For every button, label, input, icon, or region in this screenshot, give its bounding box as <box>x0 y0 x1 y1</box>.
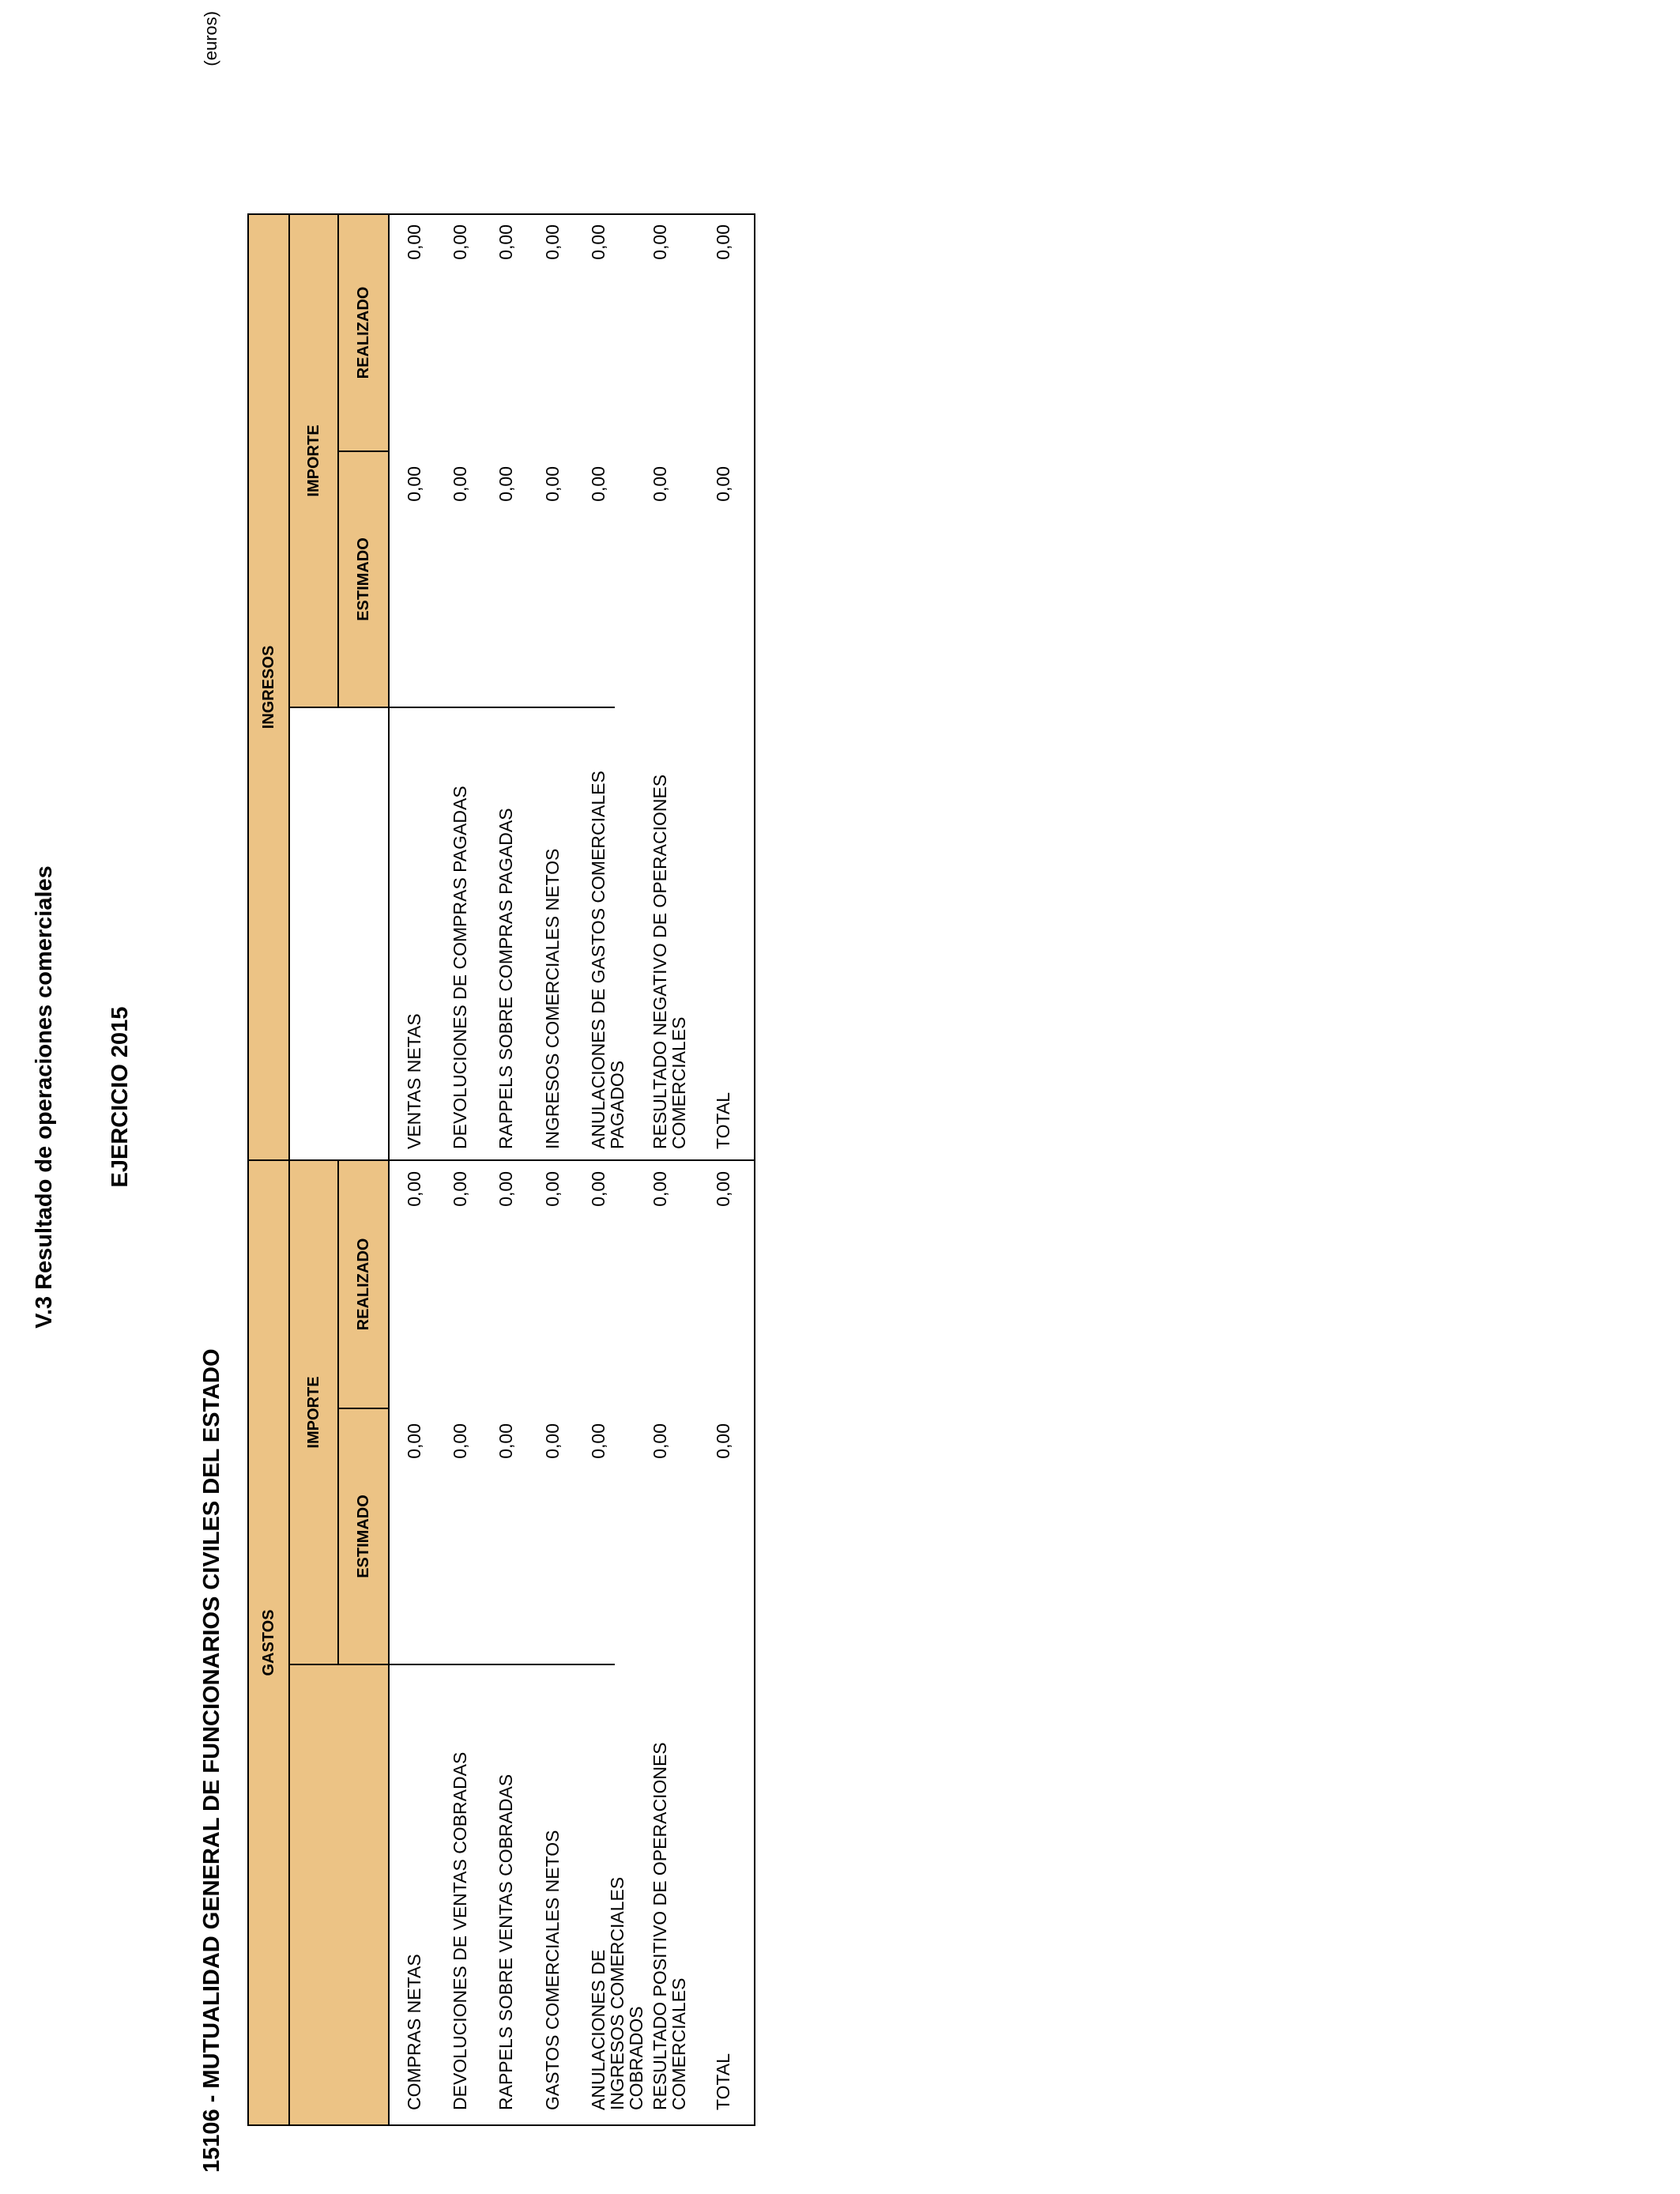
operations-table <box>247 213 755 2126</box>
gastos-row-label: TOTAL <box>713 2053 733 2110</box>
gastos-estimado-value: 0,00 <box>713 1423 733 1459</box>
ingresos-realizado-value: 0,00 <box>495 224 516 260</box>
entity-name: 15106 - MUTUALIDAD GENERAL DE FUNCIONARIOS CIVILES DEL ESTADO <box>199 1348 224 2173</box>
section-divider <box>388 1159 754 1161</box>
gastos-estimado-value: 0,00 <box>588 1423 608 1459</box>
ingresos-estimado-value: 0,00 <box>542 466 563 502</box>
gastos-estimado-value: 0,00 <box>450 1423 470 1459</box>
gastos-row-label: DEVOLUCIONES DE VENTAS COBRADAS <box>450 1751 470 2110</box>
ingresos-header: INGRESOS <box>249 215 290 1161</box>
gastos-estimado-value: 0,00 <box>542 1423 563 1459</box>
ingresos-estimado-value: 0,00 <box>495 466 516 502</box>
currency-unit: (euros) <box>201 11 220 66</box>
gastos-label-header-fill <box>290 1665 388 2124</box>
ingresos-row-label: RESULTADO NEGATIVO DE OPERACIONES COMERCIALES <box>650 774 689 1149</box>
gastos-realizado-value: 0,00 <box>542 1171 563 1207</box>
ingresos-realizado-value: 0,00 <box>450 224 470 260</box>
ingresos-realizado-value: 0,00 <box>713 224 733 260</box>
ingresos-row-label: TOTAL <box>713 1092 733 1149</box>
ingresos-realizado-value: 0,00 <box>650 224 670 260</box>
ingresos-row-label: INGRESOS COMERCIALES NETOS <box>542 848 563 1149</box>
gastos-realizado-value: 0,00 <box>713 1171 733 1207</box>
ingresos-realizado-value: 0,00 <box>588 224 608 260</box>
ingresos-row-label: VENTAS NETAS <box>404 1013 424 1149</box>
gastos-header: GASTOS <box>249 1161 290 2124</box>
ingresos-row-label: ANULACIONES DE GASTOS COMERCIALES PAGADOS <box>588 771 627 1149</box>
gastos-realizado-value: 0,00 <box>450 1171 470 1207</box>
ingresos-realizado-value: 0,00 <box>542 224 563 260</box>
header-divider <box>388 215 390 2124</box>
gastos-row-label: GASTOS COMERCIALES NETOS <box>542 1830 563 2110</box>
gastos-realizado-value: 0,00 <box>495 1171 516 1207</box>
report-title: V.3 Resultado de operaciones comerciales <box>32 865 57 1329</box>
gastos-row-label: COMPRAS NETAS <box>404 1954 424 2110</box>
gastos-estimado-header: ESTIMADO <box>339 1409 388 1665</box>
gastos-row-label: ANULACIONES DE INGRESOS COMERCIALES COBRADOS <box>588 1876 646 2110</box>
ingresos-estimado-header: ESTIMADO <box>339 452 388 708</box>
gastos-realizado-value: 0,00 <box>404 1171 424 1207</box>
gastos-row-label: RESULTADO POSITIVO DE OPERACIONES COMERCIALES <box>650 1742 689 2110</box>
ingresos-row-label: DEVOLUCIONES DE COMPRAS PAGADAS <box>450 786 470 1149</box>
ingresos-label-header <box>290 708 388 1161</box>
ingresos-importe-header: IMPORTE <box>290 215 339 708</box>
ingresos-realizado-value: 0,00 <box>404 224 424 260</box>
fiscal-year: EJERCICIO 2015 <box>107 1006 133 1188</box>
ingresos-estimado-value: 0,00 <box>404 466 424 502</box>
ingresos-row-label: RAPPELS SOBRE COMPRAS PAGADAS <box>495 808 516 1149</box>
ingresos-realizado-header: REALIZADO <box>339 215 388 452</box>
ingresos-estimado-value: 0,00 <box>450 466 470 502</box>
ingresos-estimado-value: 0,00 <box>588 466 608 502</box>
gastos-estimado-value: 0,00 <box>404 1423 424 1459</box>
ingresos-estimado-value: 0,00 <box>650 466 670 502</box>
gastos-realizado-header: REALIZADO <box>339 1161 388 1409</box>
gastos-realizado-value: 0,00 <box>588 1171 608 1207</box>
ingresos-estimado-value: 0,00 <box>713 466 733 502</box>
gastos-estimado-value: 0,00 <box>495 1423 516 1459</box>
gastos-realizado-value: 0,00 <box>650 1171 670 1207</box>
gastos-estimado-value: 0,00 <box>650 1423 670 1459</box>
gastos-importe-header: IMPORTE <box>290 1161 339 1665</box>
gastos-row-label: RAPPELS SOBRE VENTAS COBRADAS <box>495 1774 516 2110</box>
